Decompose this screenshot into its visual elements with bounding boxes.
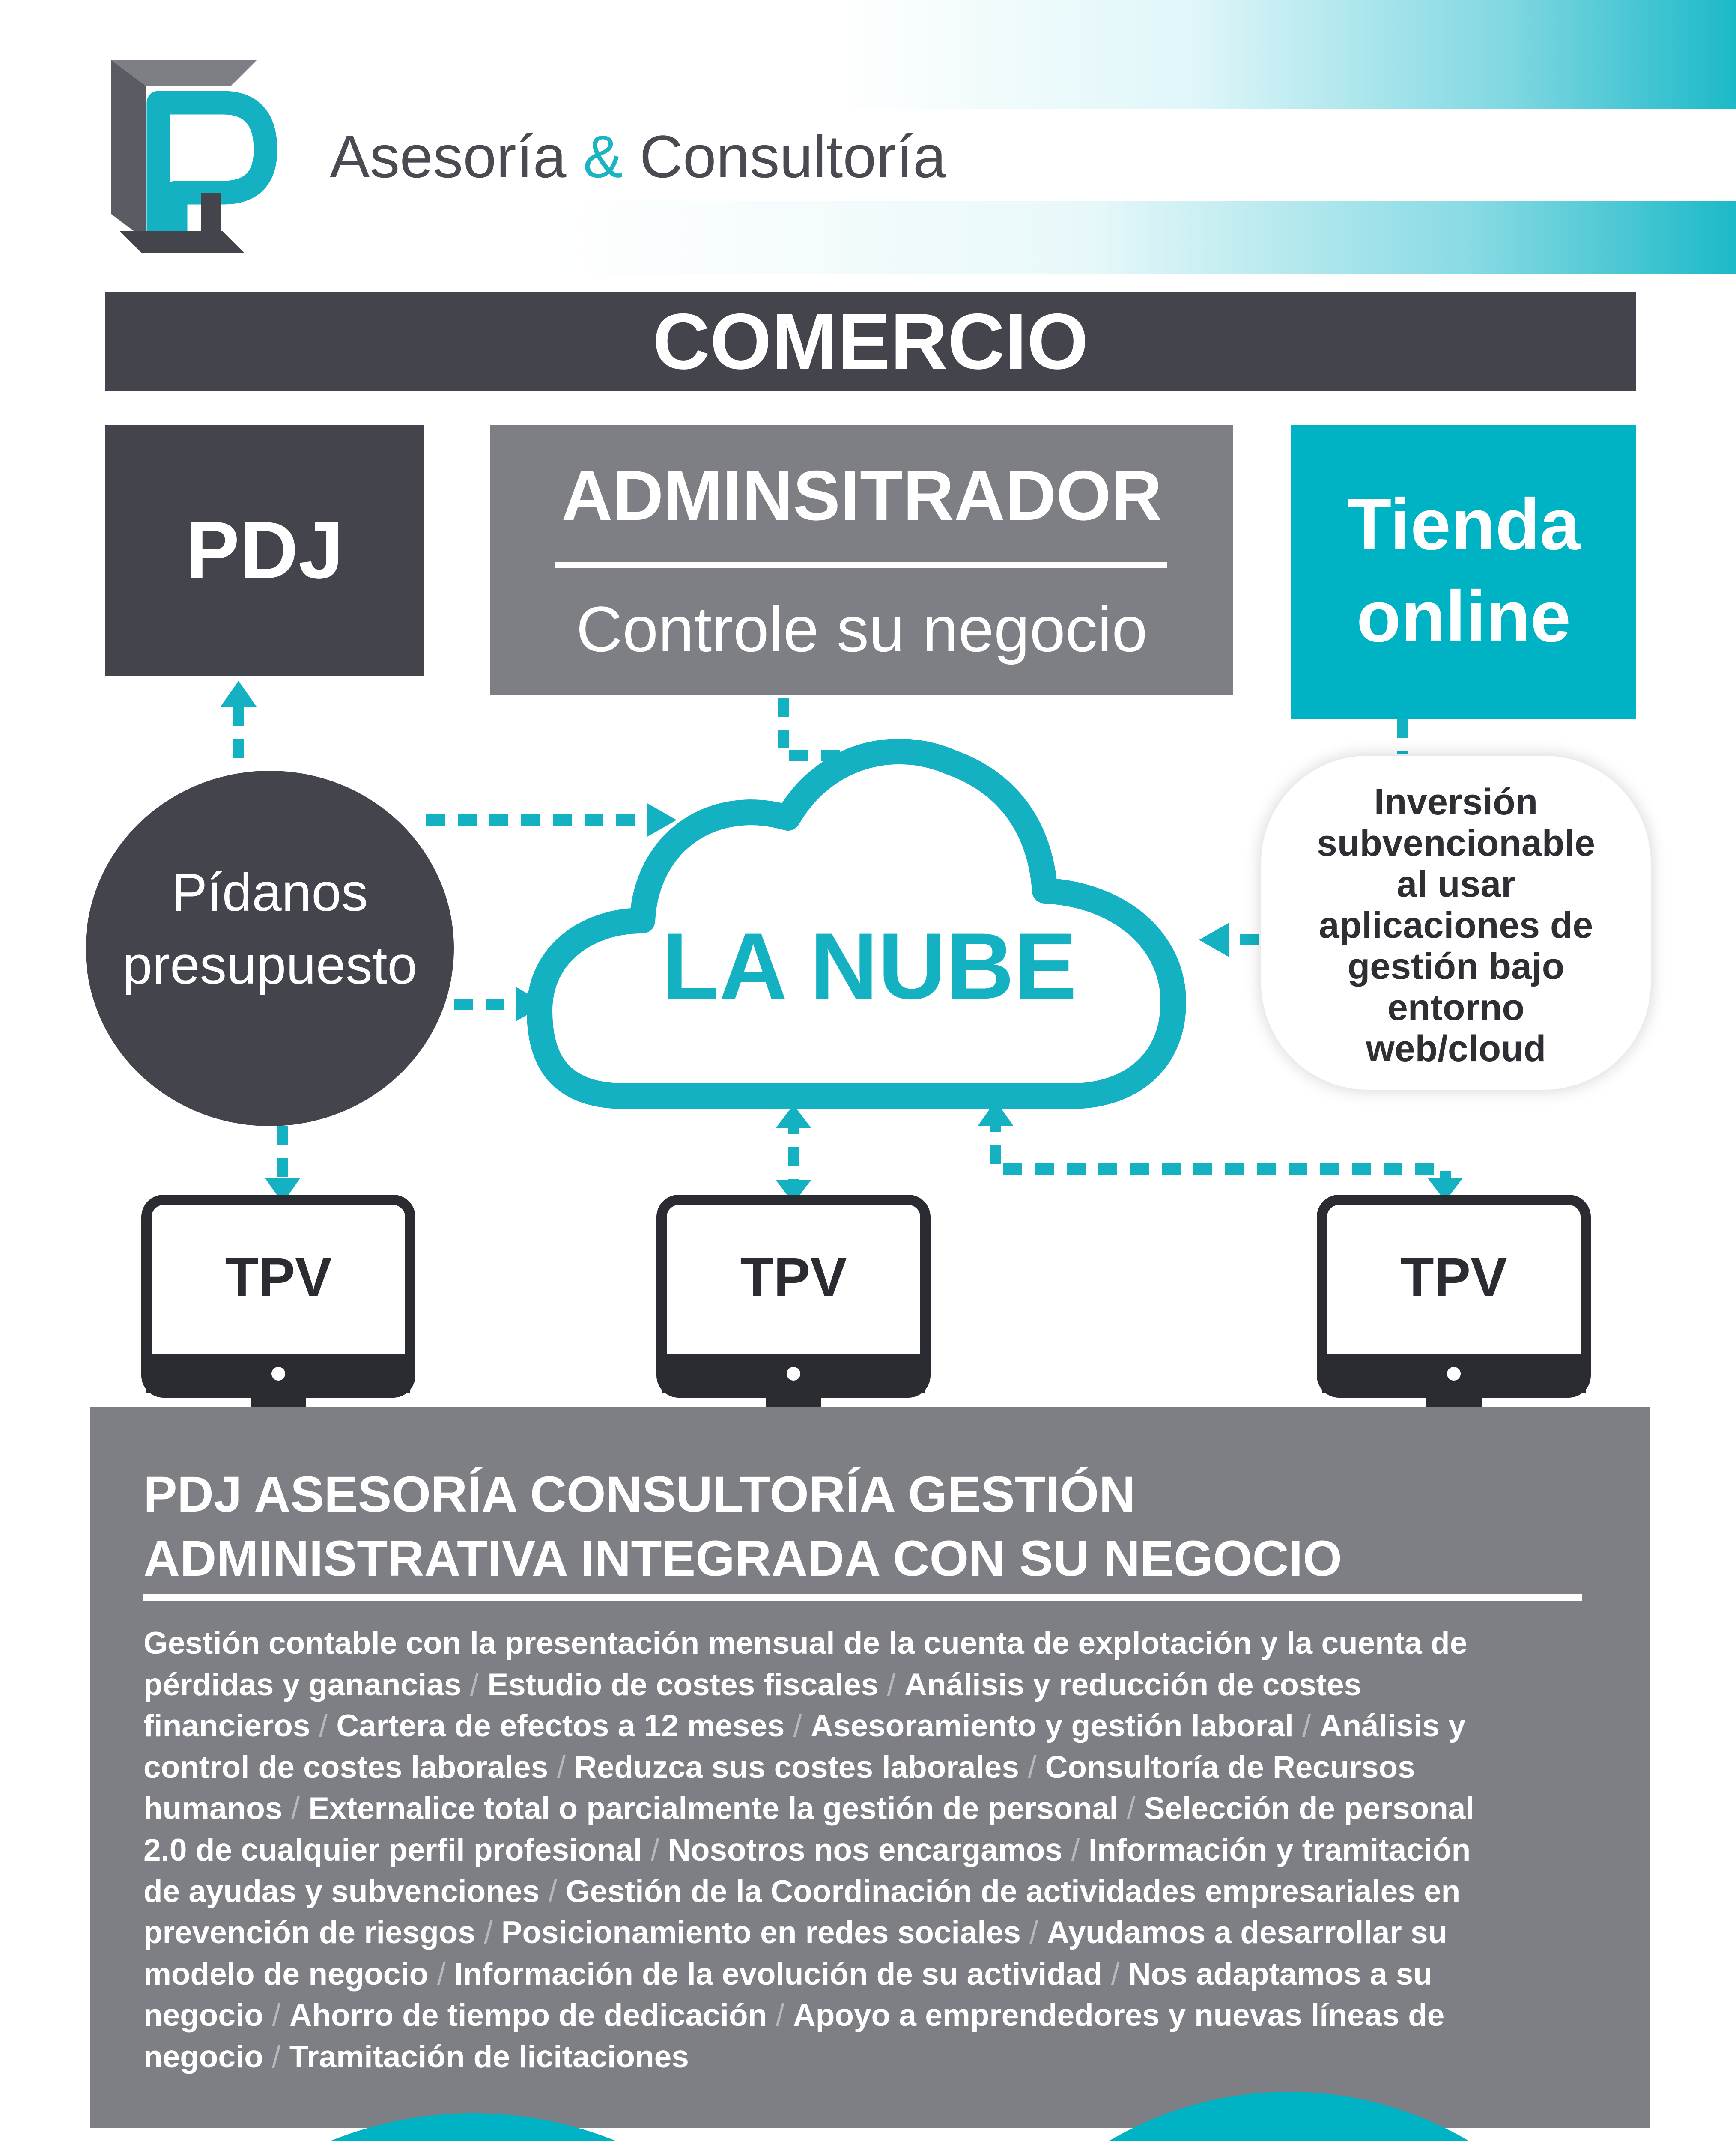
tienda-line-1: Tienda: [1347, 484, 1581, 565]
inversion-bubble: [1261, 756, 1651, 1090]
brand-word-1: Asesoría: [330, 123, 567, 190]
info-title-line-1: PDJ ASESORÍA CONSULTORÍA GESTIÓN: [143, 1466, 1136, 1523]
service-item: Reduzca sus costes laborales: [574, 1750, 1019, 1785]
service-separator: /: [263, 1998, 289, 2033]
administrador-subtitle: Controle su negocio: [576, 593, 1148, 665]
presupuesto-line-2: presupuesto: [122, 936, 417, 995]
service-item: prevención de riesgos: [143, 1915, 475, 1950]
service-item: Análisis y: [1319, 1709, 1466, 1744]
service-item: Tramitación de licitaciones: [289, 2039, 689, 2074]
presupuesto-line-1: Pídanos: [171, 863, 368, 922]
administrador-divider: [555, 562, 1167, 568]
services-line: [143, 1706, 1599, 1747]
info-panel: [90, 1407, 1650, 2128]
service-separator: /: [263, 2039, 289, 2074]
service-separator: /: [1118, 1791, 1144, 1826]
services-line: [143, 1954, 1599, 1995]
service-item: 2.0 de cualquier perfil profesional: [143, 1832, 642, 1867]
info-title: [143, 1462, 1599, 1591]
service-item: Cartera de efectos a 12 meses: [336, 1709, 785, 1744]
service-item: Ahorro de tiempo de dedicación: [289, 1998, 767, 2033]
services-list: [143, 1623, 1599, 2078]
service-separator: /: [540, 1874, 566, 1909]
info-title-line-2: ADMINISTRATIVA INTEGRADA CON SU NEGOCIO: [143, 1530, 1342, 1587]
service-item: Posicionamiento en redes sociales: [501, 1915, 1021, 1950]
info-divider: [143, 1594, 1582, 1601]
service-separator: /: [642, 1832, 668, 1867]
service-item: negocio: [143, 1998, 263, 2033]
services-line: [143, 1747, 1599, 1789]
service-item: modelo de negocio: [143, 1956, 429, 1992]
inversion-line: web/cloud: [1366, 1028, 1546, 1069]
services-line: [143, 2037, 1599, 2078]
service-item: Análisis y reducción de costes: [904, 1667, 1362, 1702]
connector-nube-tpv3: [996, 1113, 1445, 1186]
service-separator: /: [310, 1709, 337, 1744]
services-line: [143, 1623, 1599, 1664]
service-item: financieros: [143, 1709, 310, 1744]
service-item: Consultoría de Recursos: [1045, 1750, 1415, 1785]
tpv-label: TPV: [1400, 1247, 1507, 1308]
service-item: Nosotros nos encargamos: [668, 1832, 1062, 1867]
service-separator: /: [1062, 1832, 1089, 1867]
administrador-title: ADMINSITRADOR: [561, 456, 1162, 535]
services-line: [143, 1788, 1599, 1830]
service-separator: /: [784, 1709, 811, 1744]
service-item: Externalice total o parcialmente la gestión de personal: [308, 1791, 1118, 1826]
service-separator: /: [1102, 1956, 1128, 1992]
service-item: Nos adaptamos a su: [1128, 1956, 1432, 1992]
service-item: Gestión contable con la presentación mensual de la cuenta de explotación y la cuenta de: [143, 1626, 1468, 1661]
tienda-online-box: [1291, 425, 1636, 719]
administrador-box: [490, 425, 1233, 695]
service-separator: /: [548, 1750, 575, 1785]
inversion-line: gestión bajo: [1347, 946, 1565, 987]
la-nube-label: LA NUBE: [662, 913, 1077, 1019]
service-item: Ayudamos a desarrollar su: [1047, 1915, 1447, 1950]
service-item: de ayudas y subvenciones: [143, 1874, 540, 1909]
service-item: Información de la evolución de su actividad: [454, 1956, 1103, 1992]
inversion-line: subvencionable: [1317, 823, 1595, 864]
service-separator: /: [475, 1915, 501, 1950]
service-separator: /: [461, 1667, 488, 1702]
inversion-line: al usar: [1396, 864, 1515, 905]
services-line: [143, 1912, 1599, 1954]
service-item: Estudio de costes fiscales: [487, 1667, 879, 1702]
service-item: humanos: [143, 1791, 283, 1826]
service-separator: /: [1293, 1709, 1320, 1744]
brand-word-2: Consultoría: [639, 123, 946, 190]
inversion-line: entorno: [1387, 987, 1525, 1028]
services-line: [143, 1664, 1599, 1706]
comercio-title: COMERCIO: [653, 298, 1089, 386]
service-separator: /: [767, 1998, 793, 2033]
services-line: [143, 1871, 1599, 1913]
pdj-box: [105, 425, 424, 676]
tienda-line-2: online: [1356, 576, 1571, 657]
service-item: Asesoramiento y gestión laboral: [811, 1709, 1294, 1744]
inversion-line: Inversión: [1374, 781, 1538, 823]
service-separator: /: [878, 1667, 905, 1702]
tpv-label: TPV: [225, 1247, 332, 1308]
service-item: negocio: [143, 2039, 263, 2074]
service-separator: /: [282, 1791, 309, 1826]
brand-ampersand: &: [583, 123, 623, 190]
service-item: Selección de personal: [1144, 1791, 1474, 1826]
service-separator: /: [428, 1956, 455, 1992]
service-item: Información y tramitación: [1088, 1832, 1471, 1867]
inversion-line: aplicaciones de: [1318, 905, 1593, 946]
service-separator: /: [1019, 1750, 1045, 1785]
service-item: Gestión de la Coordinación de actividades empresariales en: [565, 1874, 1461, 1909]
services-line: [143, 1995, 1599, 2037]
service-item: control de costes laborales: [143, 1750, 549, 1785]
services-line: [143, 1830, 1599, 1871]
tpv-label: TPV: [740, 1247, 847, 1308]
arrow-up-pdj: [221, 681, 257, 707]
service-item: Apoyo a emprendedores y nuevas líneas de: [793, 1998, 1445, 2033]
service-separator: /: [1020, 1915, 1047, 1950]
service-item: pérdidas y ganancias: [143, 1667, 462, 1702]
presupuesto-circle[interactable]: [86, 771, 454, 1126]
pdj-label: PDJ: [185, 505, 344, 596]
